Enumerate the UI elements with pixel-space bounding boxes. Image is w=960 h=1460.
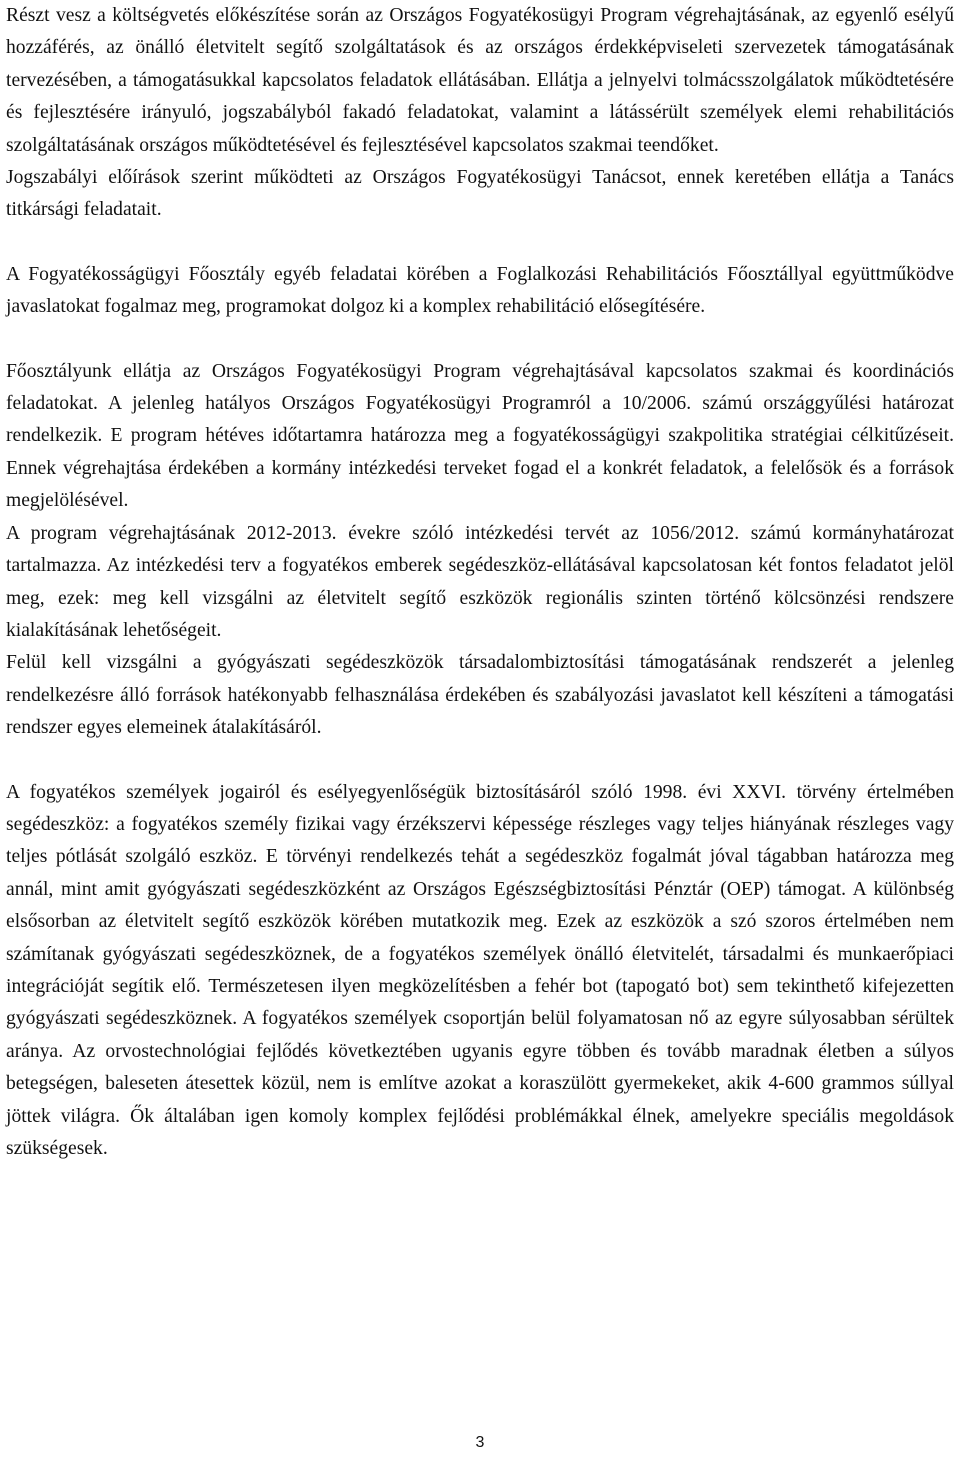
paragraph-budget-preparation: Részt vesz a költségvetés előkészítése során az Országos Fogyatékosügyi Program végrehajtásának, az egyenlő esélyű hozzáférés, az önálló életvitelt segítő szolgáltatások és az országos érdekképviseleti szervezetek támogatásának tervezésében, a támogatásukkal kapcsolatos feladatok ellátásában. Ellátja a jelnyelvi tolmácsszolgálatok működtetésére és fejlesztésére irányuló, jogszabályból fakadó feladatokat, valamint a látássérült személyek elemi rehabilitációs szolgáltatásának országos működtetésével és fejlesztésével kapcsolatos szakmai teendőket. bbox=[6, 5, 954, 156]
document-page bbox=[6, 0, 954, 1460]
paragraph-spacer bbox=[6, 745, 954, 777]
paragraph-assistive-devices-law: A fogyatékos személyek jogairól és esélyegyenlőségük biztosításáról szóló 1998. évi XXVI. törvény értelmében segédeszköz: a fogyatékos személy fizikai vagy érzékszervi képessége részleges vagy teljes hiányának részleges vagy teljes pótlását szolgáló eszköz. E törvényi rendelkezés tehát a segédeszköz fogalmát jóval tágabban határozza meg annál, mint amit gyógyászati segédeszközként az Országos Egészségbiztosítási Pénztár (OEP) támogat. A különbség elsősorban az életvitelt segítő eszközök körében mutatkozik meg. Ezek az eszközök a szó szoros értelmében nem számítanak gyógyászati segédeszköznek, de a fogyatékos személyek önálló életvitelét, társadalmi és munkaerőpiaci integrációját segítik elő. Természetesen ilyen megközelítésben a fehér bot (tapogató bot) sem tekinthető kifejezetten gyógyászati segédeszköznek. A fogyatékos személyek csoportján belül folyamatosan nő az egyre súlyosabban sérültek aránya. Az orvostechnológiai fejlődés következtében ugyanis egyre többen és tovább maradnak életben a súlyos betegségen, baleseten átesettek közül, nem is említve azokat a koraszülött gyermekeket, akik 4-600 grammos súllyal jöttek világra. Ők általában igen komoly komplex fejlődési problémákkal élnek, amelyekre speciális megoldások szükségesek. bbox=[6, 781, 954, 1159]
paragraph-spacer bbox=[6, 324, 954, 356]
page-number: 3 bbox=[475, 1434, 485, 1451]
paragraph-disability-council: Jogszabályi előírások szerint működteti az Országos Fogyatékosügyi Tanácsot, ennek keretében ellátja a Tanács titkársági feladatait. bbox=[6, 167, 954, 221]
paragraph-action-plan: A program végrehajtásának 2012-2013. évekre szóló intézkedési tervét az 1056/2012. számú kormányhatározat tartalmazza. Az intézkedési terv a fogyatékos emberek segédeszköz-ellátásával kapcsolatosan két fontos feladatot jelöl meg, ezek: meg kell vizsgálni az életvitelt segítő eszközök regionális szinten történő kölcsönzési rendszere kialakításának lehetőségeit. bbox=[6, 522, 954, 641]
paragraph-national-program: Főosztályunk ellátja az Országos Fogyatékosügyi Program végrehajtásával kapcsolatos szakmai és koordinációs feladatokat. A jelenleg hatályos Országos Fogyatékosügyi Programról a 10/2006. számú országgyűlési határozat rendelkezik. E program hétéves időtartamra határozza meg a fogyatékosságügyi szakpolitika stratégiai célkitűzéseit. Ennek végrehajtása érdekében a kormány intézkedési terveket fogad el a konkrét feladatok, a felelősök és a források megjelölésével. bbox=[6, 360, 954, 512]
paragraph-medical-aids-review: Felül kell vizsgálni a gyógyászati segédeszközök társadalombiztosítási támogatásának rendszerét a jelenleg rendelkezésre álló források hatékonyabb felhasználása érdekében és szabályozási javaslatot kell készíteni a támogatási rendszer egyes elemeinek átalakításáról. bbox=[6, 652, 954, 739]
paragraph-spacer bbox=[6, 227, 954, 259]
paragraph-rehabilitation-cooperation: A Fogyatékosságügyi Főosztály egyéb feladatai körében a Foglalkozási Rehabilitációs Főosztállyal együttműködve javaslatokat fogalmaz meg, programokat dolgoz ki a komplex rehabilitáció elősegítésére. bbox=[6, 263, 954, 318]
